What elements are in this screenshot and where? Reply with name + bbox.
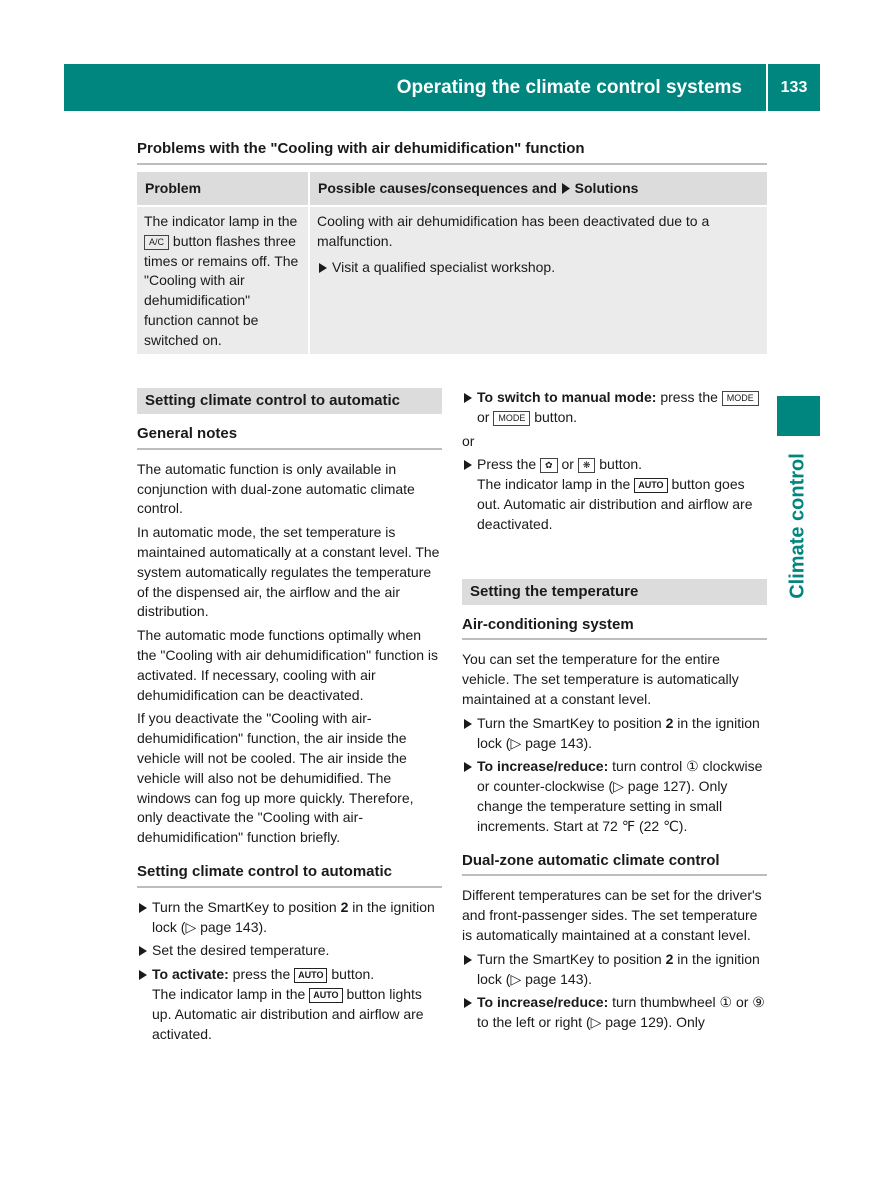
- auto-button-icon: AUTO: [634, 478, 667, 493]
- position-number: 2: [665, 950, 674, 967]
- section-title-temperature: Setting the temperature: [462, 579, 767, 605]
- bullet-text: button goes out. Automatic air distribution and airflow are deactivated.: [477, 476, 753, 532]
- ac-button-icon: A/C: [144, 235, 169, 250]
- bullet-text: button.: [599, 456, 643, 473]
- bullet-text: Turn the SmartKey to position: [477, 950, 662, 967]
- mode-down-button-icon: MODE: [493, 411, 530, 426]
- bullet-text: turn control ① clockwise or counter-clockwise (▷ page 127). Only change the temperature setting in small increments. Start at 72 ℉ (22 ℃).: [477, 758, 763, 834]
- problem-cell: [137, 207, 308, 354]
- auto-button-icon: AUTO: [294, 968, 327, 983]
- left-column: [137, 388, 442, 1048]
- position-number: 2: [665, 714, 674, 731]
- paragraph: In automatic mode, the set temperature is maintained automatically at a constant level. The system automatically regulates the temperature of the dispensed air, the airflow and the air distribution.: [137, 524, 440, 620]
- bullet-bold: To increase/reduce:: [477, 758, 609, 775]
- bullet-text: in the ignition lock (▷ page 143).: [477, 950, 760, 987]
- bullet-text: The indicator lamp in the: [152, 985, 306, 1002]
- paragraph: The automatic mode functions optimally when the "Cooling with air dehumidification" function is activated. If necessary, cooling with air dehumidification can be deactivated.: [137, 627, 438, 703]
- bullet-text: Turn the SmartKey to position: [152, 898, 337, 915]
- bullet-bold: To switch to manual mode:: [477, 389, 657, 405]
- bullet-text: button lights up. Automatic air distribution and airflow are activated.: [152, 985, 424, 1042]
- solution-text: Visit a qualified specialist workshop.: [332, 258, 556, 275]
- list-item: [137, 941, 442, 961]
- bullet-text: or: [477, 408, 490, 425]
- table-header-causes: [310, 172, 767, 205]
- bullet-bold: To increase/reduce:: [477, 994, 609, 1011]
- auto-button-icon: AUTO: [309, 988, 342, 1003]
- bullet-text: Press the: [477, 456, 537, 473]
- side-tab-marker: [777, 396, 820, 436]
- header-causes-text: Possible causes/consequences and: [318, 180, 557, 196]
- right-column: [462, 388, 767, 1037]
- header-solutions-text: Solutions: [574, 180, 639, 196]
- bullet-bold: To activate:: [152, 966, 229, 983]
- list-item: [462, 714, 767, 754]
- fan-down-button-icon: ❋: [578, 458, 596, 473]
- table-header-problem: Problem: [137, 172, 308, 205]
- list-item: [462, 950, 767, 990]
- list-item: [462, 455, 767, 534]
- cause-text: Cooling with air dehumidification has been deactivated due to a malfunction.: [317, 213, 710, 249]
- table-title: Problems with the "Cooling with air dehumidification" function: [137, 140, 585, 157]
- bullet-text: button.: [331, 966, 375, 983]
- bullet-text: turn thumbwheel ① or ⑨ to the left or right (▷ page 129). Only: [477, 994, 765, 1031]
- fan-up-button-icon: ✿: [540, 458, 558, 473]
- paragraph: The automatic function is only available in conjunction with dual-zone automatic climate control.: [137, 460, 415, 517]
- paragraph: If you deactivate the "Cooling with air-dehumidification" function, the air inside the vehicle will not be cooled. The air inside the vehicle will also not be dehumidified. The windows can fog up more quickly. Therefore, only deactivate the "Cooling with air-dehumidification" function briefly.: [137, 710, 414, 846]
- page-header-title: Operating the climate control systems: [396, 77, 742, 98]
- causes-cell: [310, 207, 767, 354]
- list-item: [462, 993, 767, 1033]
- bullet-text: The indicator lamp in the: [477, 476, 631, 493]
- bullet-text: press the: [232, 966, 291, 983]
- paragraph: You can set the temperature for the entire vehicle. The set temperature is automatically maintained at a constant level.: [462, 651, 739, 707]
- solution-item: [317, 258, 760, 278]
- ac-heading: Air-conditioning system: [462, 615, 767, 641]
- bullet-text: Turn the SmartKey to position: [477, 714, 662, 731]
- bullet-text: button.: [534, 408, 578, 425]
- problem-text-pre: The indicator lamp in the: [144, 213, 298, 229]
- solution-arrow-icon: [561, 183, 571, 194]
- side-tab-label: Climate control: [786, 453, 809, 599]
- problem-table: [137, 172, 767, 354]
- table-title-rule: [137, 163, 767, 165]
- bullet-text: press the: [660, 389, 718, 405]
- list-item: [137, 965, 442, 1044]
- position-number: 2: [340, 898, 349, 915]
- or-text: or: [462, 432, 475, 449]
- list-item: [462, 757, 767, 836]
- bullet-text: in the ignition lock (▷ page 143).: [477, 714, 760, 751]
- header-bar: [64, 64, 820, 111]
- dual-zone-heading: Dual-zone automatic climate control: [462, 851, 767, 877]
- bullet-text: or: [561, 456, 574, 473]
- mode-up-button-icon: MODE: [722, 391, 759, 406]
- auto-heading: Setting climate control to automatic: [137, 862, 442, 888]
- bullet-text: in the ignition lock (▷ page 143).: [152, 898, 435, 935]
- page-number: 133: [780, 79, 808, 96]
- bullet-text: Set the desired temperature.: [152, 942, 330, 959]
- list-item: [462, 388, 767, 428]
- problem-text-post: button flashes three times or remains off. The "Cooling with air dehumidification" function cannot be switched on.: [144, 232, 299, 348]
- list-item: [137, 898, 442, 938]
- section-title-automatic: Setting climate control to automatic: [137, 388, 442, 414]
- general-notes-heading: General notes: [137, 424, 442, 450]
- paragraph: Different temperatures can be set for the driver's and front-passenger sides. The set temperature is automatically maintained at a constant level.: [462, 887, 762, 943]
